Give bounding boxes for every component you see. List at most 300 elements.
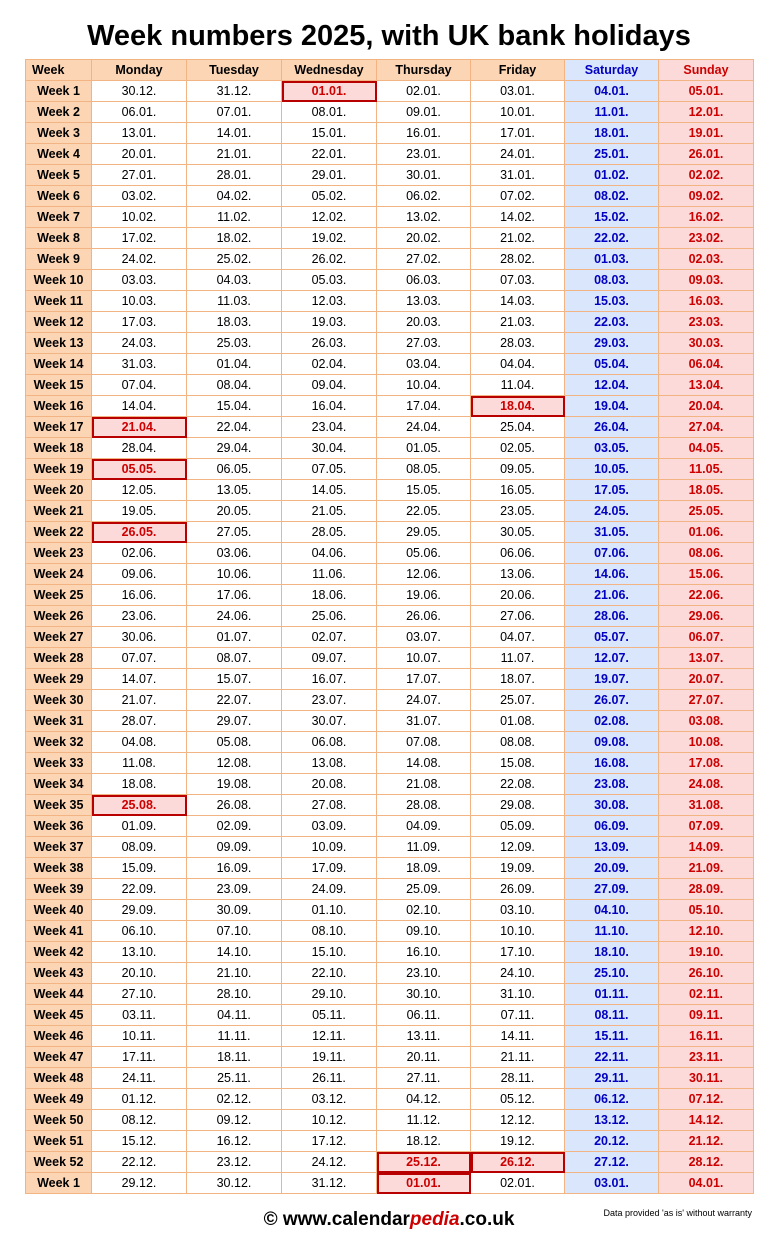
- table-row: [26, 312, 754, 333]
- sunday-cell: 16.02.: [659, 207, 754, 228]
- date-cell: 23.04.: [282, 417, 377, 438]
- saturday-cell: 20.12.: [565, 1131, 659, 1152]
- date-cell: 24.09.: [282, 879, 377, 900]
- sunday-cell: 22.06.: [659, 585, 754, 606]
- week-number-cell: Week 31: [26, 711, 92, 732]
- date-cell: 02.01.: [471, 1173, 565, 1194]
- table-row: [26, 795, 754, 816]
- date-cell: 31.12.: [282, 1173, 377, 1194]
- date-cell: 17.09.: [282, 858, 377, 879]
- sunday-cell: 06.04.: [659, 354, 754, 375]
- date-cell: 19.09.: [471, 858, 565, 879]
- table-row: [26, 144, 754, 165]
- week-number-cell: Week 18: [26, 438, 92, 459]
- date-cell: 10.01.: [471, 102, 565, 123]
- date-cell: 04.02.: [187, 186, 282, 207]
- date-cell: 16.05.: [471, 480, 565, 501]
- saturday-cell: 11.10.: [565, 921, 659, 942]
- week-number-cell: Week 23: [26, 543, 92, 564]
- bank-holiday-cell: 25.12.: [377, 1152, 471, 1173]
- week-number-cell: Week 5: [26, 165, 92, 186]
- table-row: [26, 711, 754, 732]
- table-row: [26, 1173, 754, 1194]
- date-cell: 11.02.: [187, 207, 282, 228]
- table-row: [26, 1110, 754, 1131]
- date-cell: 29.01.: [282, 165, 377, 186]
- week-number-cell: Week 7: [26, 207, 92, 228]
- table-row: [26, 900, 754, 921]
- footer-prefix: © www.calendar: [263, 1209, 410, 1230]
- date-cell: 22.05.: [377, 501, 471, 522]
- date-cell: 19.06.: [377, 585, 471, 606]
- week-number-cell: Week 19: [26, 459, 92, 480]
- date-cell: 11.08.: [92, 753, 187, 774]
- date-cell: 26.08.: [187, 795, 282, 816]
- week-number-cell: Week 52: [26, 1152, 92, 1173]
- bank-holiday-cell: 01.01.: [377, 1173, 471, 1194]
- saturday-cell: 13.09.: [565, 837, 659, 858]
- sunday-cell: 19.01.: [659, 123, 754, 144]
- date-cell: 09.10.: [377, 921, 471, 942]
- date-cell: 09.01.: [377, 102, 471, 123]
- saturday-cell: 09.08.: [565, 732, 659, 753]
- date-cell: 21.10.: [187, 963, 282, 984]
- week-number-cell: Week 20: [26, 480, 92, 501]
- table-row: [26, 375, 754, 396]
- date-cell: 23.09.: [187, 879, 282, 900]
- header-row: [26, 60, 754, 81]
- table-row: [26, 690, 754, 711]
- sunday-cell: 05.10.: [659, 900, 754, 921]
- date-cell: 08.04.: [187, 375, 282, 396]
- week-number-cell: Week 30: [26, 690, 92, 711]
- saturday-cell: 08.11.: [565, 1005, 659, 1026]
- header-sunday: Sunday: [659, 60, 754, 81]
- date-cell: 18.11.: [187, 1047, 282, 1068]
- date-cell: 18.12.: [377, 1131, 471, 1152]
- date-cell: 17.12.: [282, 1131, 377, 1152]
- saturday-cell: 25.10.: [565, 963, 659, 984]
- table-row: [26, 1152, 754, 1173]
- date-cell: 02.06.: [92, 543, 187, 564]
- date-cell: 03.10.: [471, 900, 565, 921]
- table-row: [26, 333, 754, 354]
- week-number-cell: Week 9: [26, 249, 92, 270]
- date-cell: 30.12.: [187, 1173, 282, 1194]
- saturday-cell: 08.03.: [565, 270, 659, 291]
- date-cell: 05.11.: [282, 1005, 377, 1026]
- sunday-cell: 21.09.: [659, 858, 754, 879]
- saturday-cell: 03.01.: [565, 1173, 659, 1194]
- date-cell: 28.03.: [471, 333, 565, 354]
- date-cell: 13.11.: [377, 1026, 471, 1047]
- date-cell: 06.08.: [282, 732, 377, 753]
- date-cell: 24.06.: [187, 606, 282, 627]
- date-cell: 26.03.: [282, 333, 377, 354]
- sunday-cell: 09.02.: [659, 186, 754, 207]
- sunday-cell: 23.11.: [659, 1047, 754, 1068]
- sunday-cell: 02.02.: [659, 165, 754, 186]
- saturday-cell: 04.01.: [565, 81, 659, 102]
- date-cell: 28.05.: [282, 522, 377, 543]
- date-cell: 08.09.: [92, 837, 187, 858]
- date-cell: 24.10.: [471, 963, 565, 984]
- date-cell: 25.09.: [377, 879, 471, 900]
- date-cell: 30.09.: [187, 900, 282, 921]
- sunday-cell: 15.06.: [659, 564, 754, 585]
- date-cell: 03.03.: [92, 270, 187, 291]
- table-row: [26, 249, 754, 270]
- date-cell: 29.09.: [92, 900, 187, 921]
- date-cell: 02.01.: [377, 81, 471, 102]
- date-cell: 13.01.: [92, 123, 187, 144]
- date-cell: 17.04.: [377, 396, 471, 417]
- date-cell: 14.10.: [187, 942, 282, 963]
- date-cell: 25.04.: [471, 417, 565, 438]
- table-row: [26, 459, 754, 480]
- date-cell: 22.01.: [282, 144, 377, 165]
- header-thursday: Thursday: [377, 60, 471, 81]
- date-cell: 09.04.: [282, 375, 377, 396]
- date-cell: 17.07.: [377, 669, 471, 690]
- date-cell: 23.06.: [92, 606, 187, 627]
- sunday-cell: 07.12.: [659, 1089, 754, 1110]
- table-row: [26, 858, 754, 879]
- week-number-cell: Week 24: [26, 564, 92, 585]
- date-cell: 04.03.: [187, 270, 282, 291]
- table-row: [26, 627, 754, 648]
- bank-holiday-cell: 25.08.: [92, 795, 187, 816]
- table-row: [26, 837, 754, 858]
- date-cell: 28.01.: [187, 165, 282, 186]
- date-cell: 03.04.: [377, 354, 471, 375]
- week-number-cell: Week 21: [26, 501, 92, 522]
- date-cell: 11.12.: [377, 1110, 471, 1131]
- table-row: [26, 585, 754, 606]
- date-cell: 02.10.: [377, 900, 471, 921]
- date-cell: 17.03.: [92, 312, 187, 333]
- date-cell: 17.06.: [187, 585, 282, 606]
- date-cell: 31.07.: [377, 711, 471, 732]
- week-number-cell: Week 36: [26, 816, 92, 837]
- sunday-cell: 13.04.: [659, 375, 754, 396]
- date-cell: 23.10.: [377, 963, 471, 984]
- date-cell: 30.01.: [377, 165, 471, 186]
- sunday-cell: 10.08.: [659, 732, 754, 753]
- sunday-cell: 30.03.: [659, 333, 754, 354]
- date-cell: 03.02.: [92, 186, 187, 207]
- saturday-cell: 12.07.: [565, 648, 659, 669]
- sunday-cell: 02.11.: [659, 984, 754, 1005]
- week-number-cell: Week 16: [26, 396, 92, 417]
- week-number-cell: Week 41: [26, 921, 92, 942]
- week-number-cell: Week 40: [26, 900, 92, 921]
- table-row: [26, 1089, 754, 1110]
- date-cell: 10.02.: [92, 207, 187, 228]
- date-cell: 29.07.: [187, 711, 282, 732]
- date-cell: 22.04.: [187, 417, 282, 438]
- date-cell: 20.08.: [282, 774, 377, 795]
- week-number-cell: Week 29: [26, 669, 92, 690]
- week-number-cell: Week 13: [26, 333, 92, 354]
- date-cell: 04.12.: [377, 1089, 471, 1110]
- date-cell: 08.01.: [282, 102, 377, 123]
- date-cell: 03.07.: [377, 627, 471, 648]
- date-cell: 01.04.: [187, 354, 282, 375]
- saturday-cell: 26.04.: [565, 417, 659, 438]
- table-row: [26, 984, 754, 1005]
- date-cell: 05.03.: [282, 270, 377, 291]
- week-number-cell: Week 15: [26, 375, 92, 396]
- bank-holiday-cell: 26.12.: [471, 1152, 565, 1173]
- date-cell: 02.04.: [282, 354, 377, 375]
- date-cell: 02.09.: [187, 816, 282, 837]
- date-cell: 03.01.: [471, 81, 565, 102]
- sunday-cell: 04.01.: [659, 1173, 754, 1194]
- date-cell: 04.11.: [187, 1005, 282, 1026]
- date-cell: 10.10.: [471, 921, 565, 942]
- date-cell: 14.07.: [92, 669, 187, 690]
- date-cell: 21.05.: [282, 501, 377, 522]
- week-number-cell: Week 37: [26, 837, 92, 858]
- date-cell: 22.08.: [471, 774, 565, 795]
- sunday-cell: 01.06.: [659, 522, 754, 543]
- table-row: [26, 81, 754, 102]
- date-cell: 31.10.: [471, 984, 565, 1005]
- table-row: [26, 438, 754, 459]
- date-cell: 02.05.: [471, 438, 565, 459]
- table-row: [26, 270, 754, 291]
- date-cell: 07.11.: [471, 1005, 565, 1026]
- table-row: [26, 186, 754, 207]
- sunday-cell: 26.01.: [659, 144, 754, 165]
- date-cell: 13.10.: [92, 942, 187, 963]
- sunday-cell: 07.09.: [659, 816, 754, 837]
- date-cell: 03.12.: [282, 1089, 377, 1110]
- sunday-cell: 30.11.: [659, 1068, 754, 1089]
- date-cell: 27.06.: [471, 606, 565, 627]
- date-cell: 11.07.: [471, 648, 565, 669]
- table-row: [26, 774, 754, 795]
- date-cell: 10.03.: [92, 291, 187, 312]
- date-cell: 30.05.: [471, 522, 565, 543]
- table-row: [26, 1131, 754, 1152]
- date-cell: 26.09.: [471, 879, 565, 900]
- week-number-cell: Week 46: [26, 1026, 92, 1047]
- date-cell: 16.04.: [282, 396, 377, 417]
- date-cell: 06.01.: [92, 102, 187, 123]
- sunday-cell: 16.11.: [659, 1026, 754, 1047]
- date-cell: 28.08.: [377, 795, 471, 816]
- bank-holiday-cell: 26.05.: [92, 522, 187, 543]
- sunday-cell: 28.09.: [659, 879, 754, 900]
- saturday-cell: 18.10.: [565, 942, 659, 963]
- table-row: [26, 480, 754, 501]
- saturday-cell: 29.11.: [565, 1068, 659, 1089]
- date-cell: 07.07.: [92, 648, 187, 669]
- saturday-cell: 26.07.: [565, 690, 659, 711]
- saturday-cell: 14.06.: [565, 564, 659, 585]
- week-number-cell: Week 50: [26, 1110, 92, 1131]
- saturday-cell: 01.03.: [565, 249, 659, 270]
- table-row: [26, 354, 754, 375]
- date-cell: 10.04.: [377, 375, 471, 396]
- date-cell: 18.03.: [187, 312, 282, 333]
- saturday-cell: 16.08.: [565, 753, 659, 774]
- saturday-cell: 20.09.: [565, 858, 659, 879]
- week-number-cell: Week 1: [26, 1173, 92, 1194]
- date-cell: 03.06.: [187, 543, 282, 564]
- date-cell: 08.10.: [282, 921, 377, 942]
- week-number-cell: Week 3: [26, 123, 92, 144]
- date-cell: 24.04.: [377, 417, 471, 438]
- date-cell: 09.09.: [187, 837, 282, 858]
- week-number-cell: Week 26: [26, 606, 92, 627]
- header-wednesday: Wednesday: [282, 60, 377, 81]
- table-row: [26, 606, 754, 627]
- saturday-cell: 31.05.: [565, 522, 659, 543]
- date-cell: 30.04.: [282, 438, 377, 459]
- saturday-cell: 15.11.: [565, 1026, 659, 1047]
- date-cell: 16.01.: [377, 123, 471, 144]
- week-number-cell: Week 25: [26, 585, 92, 606]
- week-number-cell: Week 32: [26, 732, 92, 753]
- sunday-cell: 16.03.: [659, 291, 754, 312]
- date-cell: 07.04.: [92, 375, 187, 396]
- date-cell: 05.06.: [377, 543, 471, 564]
- date-cell: 18.09.: [377, 858, 471, 879]
- date-cell: 21.02.: [471, 228, 565, 249]
- week-number-cell: Week 45: [26, 1005, 92, 1026]
- table-row: [26, 396, 754, 417]
- date-cell: 05.12.: [471, 1089, 565, 1110]
- date-cell: 10.06.: [187, 564, 282, 585]
- saturday-cell: 22.03.: [565, 312, 659, 333]
- sunday-cell: 05.01.: [659, 81, 754, 102]
- week-number-cell: Week 47: [26, 1047, 92, 1068]
- date-cell: 13.03.: [377, 291, 471, 312]
- date-cell: 23.12.: [187, 1152, 282, 1173]
- date-cell: 08.12.: [92, 1110, 187, 1131]
- sunday-cell: 17.08.: [659, 753, 754, 774]
- date-cell: 09.12.: [187, 1110, 282, 1131]
- date-cell: 04.07.: [471, 627, 565, 648]
- week-number-cell: Week 34: [26, 774, 92, 795]
- sunday-cell: 09.11.: [659, 1005, 754, 1026]
- week-number-cell: Week 33: [26, 753, 92, 774]
- date-cell: 16.10.: [377, 942, 471, 963]
- date-cell: 28.04.: [92, 438, 187, 459]
- date-cell: 07.05.: [282, 459, 377, 480]
- date-cell: 16.06.: [92, 585, 187, 606]
- week-number-cell: Week 44: [26, 984, 92, 1005]
- date-cell: 24.01.: [471, 144, 565, 165]
- date-cell: 17.01.: [471, 123, 565, 144]
- date-cell: 27.01.: [92, 165, 187, 186]
- date-cell: 21.08.: [377, 774, 471, 795]
- table-row: [26, 753, 754, 774]
- footer-accent: pedia: [409, 1209, 460, 1230]
- week-number-cell: Week 11: [26, 291, 92, 312]
- saturday-cell: 08.02.: [565, 186, 659, 207]
- footer-suffix: .co.uk: [459, 1209, 515, 1230]
- sunday-cell: 31.08.: [659, 795, 754, 816]
- sunday-cell: 28.12.: [659, 1152, 754, 1173]
- table-row: [26, 543, 754, 564]
- bank-holiday-cell: 18.04.: [471, 396, 565, 417]
- date-cell: 11.03.: [187, 291, 282, 312]
- date-cell: 25.02.: [187, 249, 282, 270]
- table-row: [26, 165, 754, 186]
- week-number-cell: Week 2: [26, 102, 92, 123]
- date-cell: 03.11.: [92, 1005, 187, 1026]
- week-number-cell: Week 27: [26, 627, 92, 648]
- date-cell: 01.07.: [187, 627, 282, 648]
- date-cell: 27.05.: [187, 522, 282, 543]
- date-cell: 30.10.: [377, 984, 471, 1005]
- date-cell: 13.05.: [187, 480, 282, 501]
- sunday-cell: 20.04.: [659, 396, 754, 417]
- date-cell: 19.02.: [282, 228, 377, 249]
- sunday-cell: 12.10.: [659, 921, 754, 942]
- date-cell: 22.10.: [282, 963, 377, 984]
- saturday-cell: 21.06.: [565, 585, 659, 606]
- date-cell: 27.02.: [377, 249, 471, 270]
- week-number-cell: Week 8: [26, 228, 92, 249]
- table-row: [26, 102, 754, 123]
- date-cell: 08.07.: [187, 648, 282, 669]
- date-cell: 17.11.: [92, 1047, 187, 1068]
- date-cell: 24.02.: [92, 249, 187, 270]
- date-cell: 28.10.: [187, 984, 282, 1005]
- saturday-cell: 06.12.: [565, 1089, 659, 1110]
- date-cell: 22.09.: [92, 879, 187, 900]
- week-number-cell: Week 22: [26, 522, 92, 543]
- date-cell: 12.05.: [92, 480, 187, 501]
- sunday-cell: 04.05.: [659, 438, 754, 459]
- date-cell: 01.09.: [92, 816, 187, 837]
- date-cell: 30.12.: [92, 81, 187, 102]
- saturday-cell: 02.08.: [565, 711, 659, 732]
- date-cell: 20.05.: [187, 501, 282, 522]
- week-number-cell: Week 12: [26, 312, 92, 333]
- date-cell: 24.07.: [377, 690, 471, 711]
- sunday-cell: 23.03.: [659, 312, 754, 333]
- header-tuesday: Tuesday: [187, 60, 282, 81]
- date-cell: 23.01.: [377, 144, 471, 165]
- date-cell: 11.04.: [471, 375, 565, 396]
- saturday-cell: 07.06.: [565, 543, 659, 564]
- sunday-cell: 08.06.: [659, 543, 754, 564]
- date-cell: 06.06.: [471, 543, 565, 564]
- date-cell: 30.06.: [92, 627, 187, 648]
- week-number-cell: Week 35: [26, 795, 92, 816]
- date-cell: 14.05.: [282, 480, 377, 501]
- date-cell: 27.08.: [282, 795, 377, 816]
- date-cell: 07.01.: [187, 102, 282, 123]
- week-number-cell: Week 42: [26, 942, 92, 963]
- date-cell: 15.05.: [377, 480, 471, 501]
- table-row: [26, 1047, 754, 1068]
- date-cell: 08.05.: [377, 459, 471, 480]
- sunday-cell: 03.08.: [659, 711, 754, 732]
- week-number-cell: Week 6: [26, 186, 92, 207]
- saturday-cell: 25.01.: [565, 144, 659, 165]
- date-cell: 27.11.: [377, 1068, 471, 1089]
- date-cell: 29.05.: [377, 522, 471, 543]
- date-cell: 28.07.: [92, 711, 187, 732]
- saturday-cell: 05.04.: [565, 354, 659, 375]
